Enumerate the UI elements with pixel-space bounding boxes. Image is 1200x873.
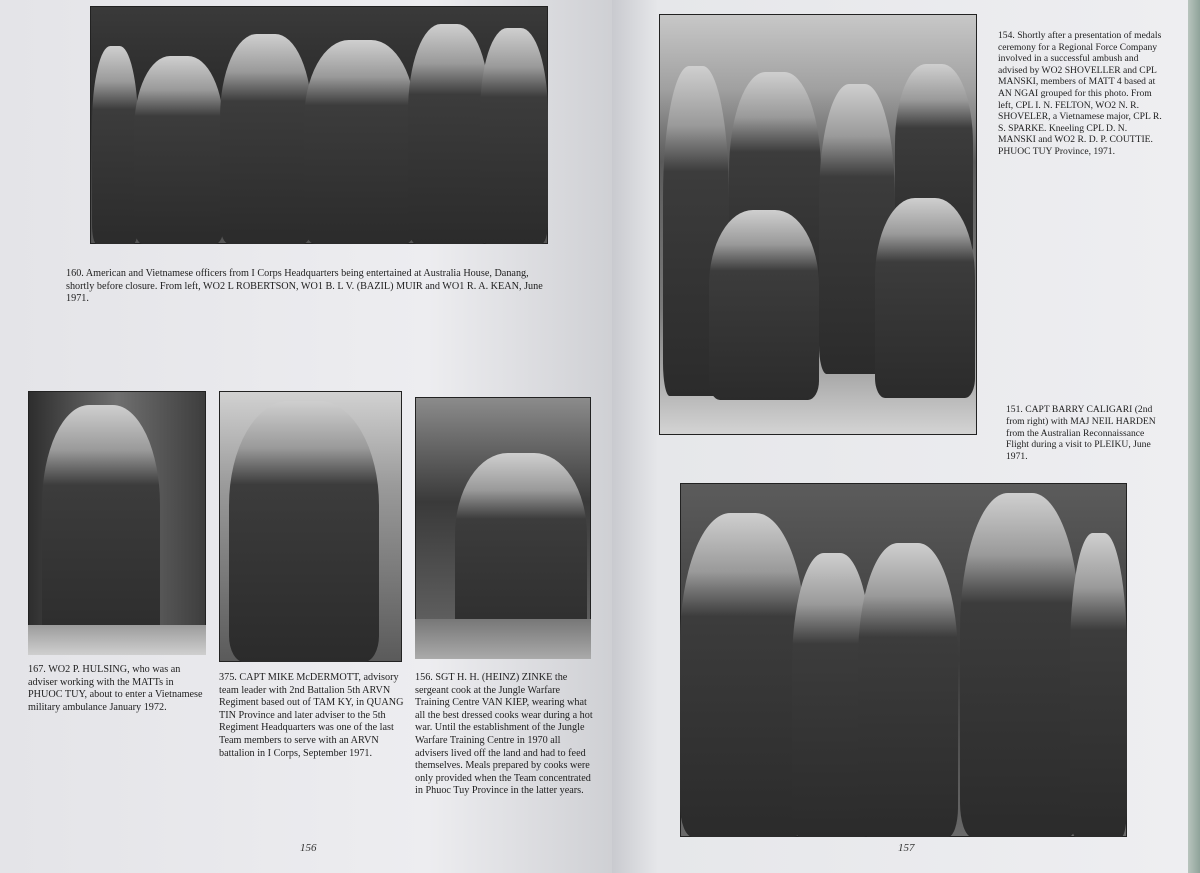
caption-375: 375. CAPT MIKE McDERMOTT, advisory team leader with 2nd Battalion 5th ARVN Regiment based out of TAM KY, in QUANG TIN Province and later adviser to the 5th Regiment Headquarters was one of the last Team members to serve with an ARVN battalion in I Corps, September 1971. <box>219 672 404 759</box>
photo-160-officers-group <box>90 6 548 244</box>
caption-156: 156. SGT H. H. (HEINZ) ZINKE the sergeant cook at the Jungle Warfare Training Centre VAN KIEP, wearing what all the best dressed cooks wear during a hot war. Until the establishment of the Jungle Warfare Training Centre in 1970 all advisers lived off the land and had to feed themselves. Meals prepared by cooks were only provided when the Team concentrated in Phuoc Tuy Province in the latter years. <box>415 672 593 797</box>
page-number-left: 156 <box>300 842 317 854</box>
page-number-right: 157 <box>898 842 915 854</box>
caption-154: 154. Shortly after a presentation of medals ceremony for a Regional Force Company involved in a successful ambush and advised by WO2 SHOVELLER and CPL MANSKI, members of MATT 4 based at AN NGAI grouped for this photo. From left, CPL I. N. FELTON, WO2 N. R. SHOVELER, a Vietnamese major, CPL R. S. SPARKE. Kneeling CPL D. N. MANSKI and WO2 R. D. P. COUTTIE. PHUOC TUY Province, 1971. <box>998 30 1162 157</box>
photo-167-hulsing <box>28 391 206 655</box>
caption-167: 167. WO2 P. HULSING, who was an adviser working with the MATTs in PHUOC TUY, about to enter a Vietnamese military ambulance January 1972. <box>28 664 203 713</box>
photo-154-matt-group <box>659 14 977 435</box>
caption-160: 160. American and Vietnamese officers from I Corps Headquarters being entertained at Australia House, Danang, shortly before closure. From left, WO2 L ROBERTSON, WO1 B. L V. (BAZIL) MUIR and WO1 R. A. KEAN, June 1971. <box>66 268 543 305</box>
caption-151: 151. CAPT BARRY CALIGARI (2nd from right) with MAJ NEIL HARDEN from the Australian Reconnaissance Flight during a visit to PLEIKU, June 1971. <box>1006 404 1156 463</box>
book-edge <box>1188 0 1200 873</box>
right-page <box>612 0 1188 873</box>
photo-151-caligari <box>680 483 1127 837</box>
photo-156-zinke <box>415 397 591 659</box>
photo-375-mcdermott <box>219 391 402 662</box>
